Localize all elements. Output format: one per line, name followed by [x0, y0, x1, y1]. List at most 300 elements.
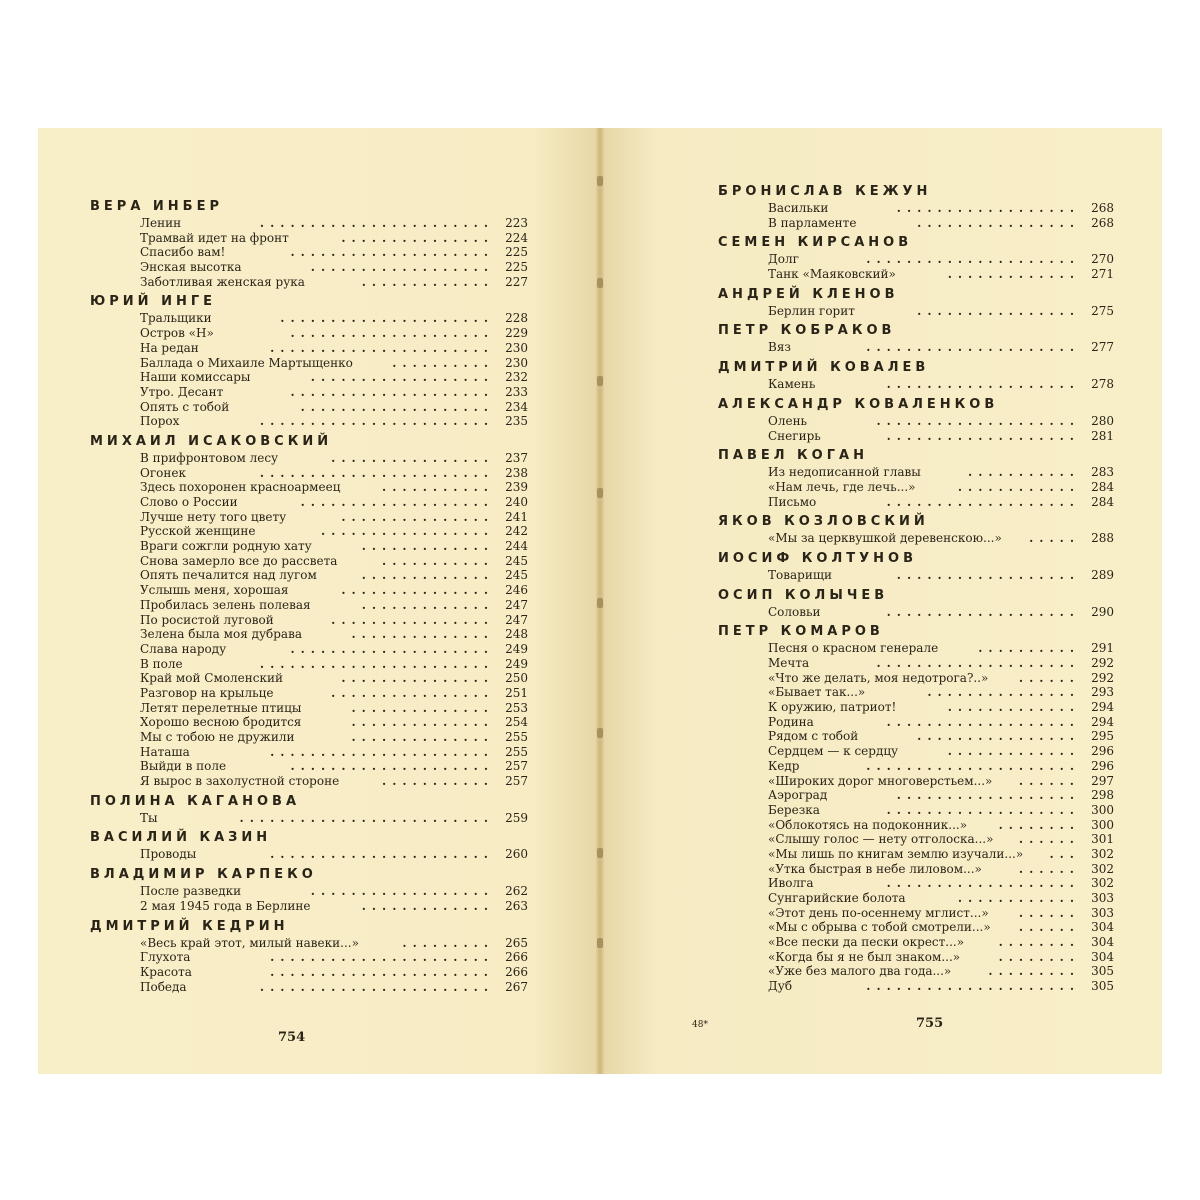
entry-page-number: 249 [505, 641, 528, 656]
entry-list [718, 605, 1114, 620]
entry-list [718, 641, 1114, 994]
toc-section [90, 433, 528, 789]
toc-entry [140, 847, 528, 862]
entry-page-number: 280 [1091, 413, 1114, 428]
toc-entry [140, 980, 528, 995]
entry-list [718, 340, 1114, 355]
entry-list [90, 216, 528, 289]
entry-page-number: 241 [505, 509, 528, 524]
toc-entry [140, 936, 528, 951]
dot-leader: ...... [1018, 920, 1080, 935]
dot-leader: ...... [1018, 773, 1080, 788]
entry-title: Долг [768, 252, 799, 267]
toc-entry [768, 377, 1114, 392]
entry-page-number: 254 [505, 715, 528, 730]
dot-leader: ............. [361, 597, 494, 612]
entry-title: Баллада о Михаиле Мартыщенко [140, 355, 353, 370]
dot-leader: ............. [361, 274, 494, 289]
entry-list [718, 201, 1114, 230]
toc-entry [140, 495, 528, 510]
toc-entry [768, 818, 1114, 833]
dot-leader: ................ [917, 303, 1080, 318]
entry-title: «Мы с обрыва с тобой смотрели...» [768, 920, 991, 935]
toc-entry [768, 267, 1114, 282]
entry-title: Кедр [768, 758, 800, 773]
entry-page-number: 305 [1091, 964, 1114, 979]
stitch-mark [597, 598, 603, 608]
entry-title: Опять печалится над лугом [140, 568, 317, 583]
entry-title: Русской женщине [140, 524, 256, 539]
entry-list [718, 465, 1114, 509]
author-heading: ПЕТР КОМАРОВ [718, 624, 884, 640]
entry-title: Победа [140, 979, 187, 994]
toc-entry [768, 729, 1114, 744]
entry-page-number: 237 [505, 450, 528, 465]
toc-entry [140, 326, 528, 341]
toc-section [90, 293, 528, 429]
entry-list [718, 377, 1114, 392]
dot-leader: ................... [886, 604, 1080, 619]
dot-leader: ....................... [259, 656, 494, 671]
author-heading: ЯКОВ КОЗЛОВСКИЙ [718, 514, 929, 530]
entry-title: «Утка быстрая в небе лиловом...» [768, 861, 982, 876]
dot-leader: ... [1049, 846, 1080, 861]
dot-leader: ................... [300, 495, 494, 509]
book-spread [38, 128, 1162, 1074]
entry-list [90, 451, 528, 789]
toc-entry [768, 700, 1114, 715]
dot-leader: ..................... [866, 252, 1080, 267]
dot-leader: .......... [392, 355, 494, 370]
toc-entry [768, 671, 1114, 686]
right-folio: 755 [916, 1016, 944, 1031]
entry-title: «Когда бы я не был знаком...» [768, 949, 961, 964]
toc-entry [768, 656, 1114, 671]
entry-title: «Мы за церквушкой деревенскою...» [768, 531, 1002, 546]
entry-page-number: 232 [505, 370, 528, 385]
entry-title: Аэроград [768, 788, 828, 803]
toc-entry [768, 304, 1114, 319]
entry-page-number: 233 [505, 384, 528, 399]
entry-title: Услышь меня, хорошая [140, 583, 289, 598]
dot-leader: ........... [382, 553, 494, 568]
dot-leader: ....................... [259, 216, 494, 230]
entry-title: Мечта [768, 656, 810, 670]
dot-leader: ................... [300, 399, 494, 414]
dot-leader: ................... [886, 377, 1080, 392]
toc-entry [768, 568, 1114, 583]
dot-leader: ......... [988, 964, 1080, 979]
entry-page-number: 278 [1091, 377, 1114, 392]
entry-page-number: 304 [1091, 949, 1114, 964]
toc-section [90, 793, 528, 826]
entry-page-number: 230 [505, 340, 528, 355]
entry-page-number: 288 [1091, 531, 1114, 546]
stitch-mark [597, 176, 603, 186]
entry-title: Здесь похоронен красноармеец [140, 480, 341, 495]
dot-leader: .............. [351, 627, 494, 642]
entry-page-number: 225 [505, 260, 528, 275]
entry-page-number: 292 [1091, 670, 1114, 685]
stitch-mark [597, 376, 603, 386]
dot-leader: ...................... [270, 744, 494, 759]
entry-list [90, 811, 528, 826]
entry-title: «Бывает так...» [768, 685, 866, 700]
dot-leader: ....................... [259, 414, 494, 429]
dot-leader: .................. [310, 260, 494, 275]
dot-leader: ..................... [866, 758, 1080, 773]
toc-entry [140, 730, 528, 745]
entry-page-number: 289 [1091, 567, 1114, 582]
toc-entry [140, 539, 528, 554]
entry-title: Мы с тобою не дружили [140, 730, 295, 744]
entry-title: Берлин горит [768, 303, 855, 318]
toc-section [718, 550, 1114, 583]
toc-section [90, 866, 528, 913]
toc-entry [140, 341, 528, 356]
author-heading: ОСИП КОЛЫЧЕВ [718, 587, 889, 603]
dot-leader: ................... [886, 876, 1080, 891]
entry-title: Сердцем — к сердцу [768, 744, 899, 759]
entry-title: «Слышу голос — нету отголоска...» [768, 832, 994, 847]
entry-list [718, 568, 1114, 583]
author-heading: МИХАИЛ ИСАКОВСКИЙ [90, 433, 333, 449]
entry-page-number: 300 [1091, 802, 1114, 817]
dot-leader: ...... [1018, 670, 1080, 685]
dot-leader: ................... [886, 428, 1080, 443]
toc-entry [768, 252, 1114, 267]
toc-section [718, 513, 1114, 546]
toc-entry [768, 876, 1114, 891]
stitch-mark [597, 728, 603, 738]
entry-title: «Все пески да пески окрест...» [768, 935, 965, 950]
right-page [600, 128, 1162, 1074]
dot-leader: ................ [331, 685, 494, 700]
toc-entry [140, 583, 528, 598]
entry-page-number: 257 [505, 774, 528, 789]
entry-page-number: 259 [505, 810, 528, 825]
entry-page-number: 251 [505, 685, 528, 700]
dot-leader: ........ [998, 817, 1080, 832]
dot-leader: ............. [361, 539, 494, 554]
dot-leader: .................... [876, 656, 1080, 670]
entry-title: В парламенте [768, 215, 857, 230]
entry-page-number: 291 [1091, 641, 1114, 656]
entry-page-number: 247 [505, 612, 528, 627]
entry-page-number: 296 [1091, 744, 1114, 759]
dot-leader: .................... [290, 641, 494, 656]
entry-title: Трамвай идет на фронт [140, 230, 289, 245]
entry-page-number: 234 [505, 399, 528, 414]
author-heading: ПОЛИНА КАГАНОВА [90, 793, 301, 809]
entry-title: Товарищи [768, 567, 832, 582]
dot-leader: ...................... [270, 950, 494, 965]
entry-page-number: 281 [1091, 428, 1114, 443]
toc-entry [140, 671, 528, 686]
dot-leader: ................ [917, 729, 1080, 744]
entry-page-number: 294 [1091, 714, 1114, 729]
entry-page-number: 277 [1091, 340, 1114, 355]
toc-entry [140, 701, 528, 716]
toc-entry [768, 935, 1114, 950]
entry-page-number: 245 [505, 568, 528, 583]
toc-entry [140, 260, 528, 275]
dot-leader: ................... [886, 494, 1080, 509]
entry-page-number: 295 [1091, 729, 1114, 744]
toc-entry [140, 642, 528, 657]
entry-list [718, 531, 1114, 546]
entry-title: Хорошо весною бродится [140, 715, 302, 730]
toc-entry [768, 495, 1114, 510]
dot-leader: ........ [998, 949, 1080, 964]
entry-title: В поле [140, 656, 183, 671]
entry-title: Летят перелетные птицы [140, 700, 302, 715]
dot-leader: ......... [402, 935, 494, 950]
entry-page-number: 250 [505, 671, 528, 686]
left-folio: 754 [278, 1030, 306, 1045]
toc-section [718, 396, 1114, 443]
toc-entry [768, 920, 1114, 935]
entry-page-number: 275 [1091, 303, 1114, 318]
entry-list [718, 304, 1114, 319]
toc-entry [768, 414, 1114, 429]
entry-title: Иволга [768, 876, 814, 891]
toc-section [718, 234, 1114, 281]
entry-title: Олень [768, 413, 808, 428]
entry-page-number: 305 [1091, 979, 1114, 994]
toc-entry [140, 884, 528, 899]
dot-leader: ................ [331, 612, 494, 627]
toc-entry [768, 216, 1114, 231]
entry-title: Вяз [768, 340, 791, 355]
toc-entry [140, 216, 528, 231]
entry-title: «Широких дорог многоверстьем...» [768, 773, 993, 788]
entry-page-number: 290 [1091, 604, 1114, 619]
author-heading: АНДРЕЙ КЛЕНОВ [718, 286, 899, 302]
entry-list [718, 414, 1114, 443]
toc-entry [768, 744, 1114, 759]
dot-leader: .................... [876, 413, 1080, 428]
toc-section [718, 623, 1114, 994]
toc-entry [140, 759, 528, 774]
toc-entry [140, 686, 528, 701]
dot-leader: ............... [341, 230, 494, 245]
entry-page-number: 239 [505, 480, 528, 495]
entry-list [90, 884, 528, 913]
dot-leader: ............ [957, 891, 1080, 905]
toc-entry [140, 510, 528, 525]
entry-page-number: 238 [505, 465, 528, 480]
author-heading: ИОСИФ КОЛТУНОВ [718, 550, 917, 566]
entry-title: Слава народу [140, 641, 227, 656]
entry-page-number: 257 [505, 759, 528, 774]
dot-leader: .................. [896, 201, 1080, 215]
toc-entry [140, 657, 528, 672]
entry-list [90, 936, 528, 995]
toc-entry [768, 201, 1114, 216]
entry-page-number: 245 [505, 553, 528, 568]
toc-entry [140, 598, 528, 613]
author-heading: ПЕТР КОБРАКОВ [718, 323, 896, 339]
entry-title: «Нам лечь, где лечь...» [768, 479, 916, 494]
entry-page-number: 229 [505, 326, 528, 341]
toc-section [90, 918, 528, 995]
entry-title: Враги сожгли родную хату [140, 539, 312, 554]
entry-title: Заботливая женская рука [140, 274, 305, 289]
entry-page-number: 240 [505, 495, 528, 509]
entry-page-number: 292 [1091, 656, 1114, 670]
entry-list [718, 252, 1114, 281]
dot-leader: ................ [331, 450, 494, 465]
dot-leader: ..................... [280, 311, 494, 326]
dot-leader: .................... [290, 759, 494, 774]
entry-page-number: 283 [1091, 465, 1114, 480]
entry-title: После разведки [140, 884, 242, 899]
toc-entry [140, 965, 528, 980]
toc-section [718, 447, 1114, 509]
author-heading: ДМИТРИЙ КОВАЛЕВ [718, 360, 930, 376]
toc-section [718, 587, 1114, 620]
dot-leader: ........... [382, 480, 494, 495]
toc-entry [140, 554, 528, 569]
entry-page-number: 300 [1091, 817, 1114, 832]
dot-leader: ........... [968, 465, 1080, 480]
entry-title: Снегирь [768, 428, 821, 443]
toc-entry [768, 685, 1114, 700]
right-toc [718, 183, 1114, 998]
toc-entry [140, 627, 528, 642]
toc-entry [140, 414, 528, 429]
entry-page-number: 302 [1091, 846, 1114, 861]
entry-page-number: 268 [1091, 215, 1114, 230]
dot-leader: ..... [1029, 531, 1080, 546]
toc-section [718, 286, 1114, 319]
entry-page-number: 270 [1091, 252, 1114, 267]
toc-entry [768, 891, 1114, 906]
stitch-mark [597, 938, 603, 948]
toc-entry [140, 774, 528, 789]
dot-leader: ..................... [866, 979, 1080, 994]
dot-leader: ............... [341, 671, 494, 686]
toc-entry [768, 774, 1114, 789]
entry-page-number: 303 [1091, 891, 1114, 905]
entry-title: Васильки [768, 201, 829, 215]
dot-leader: ....................... [259, 979, 494, 994]
entry-page-number: 301 [1091, 832, 1114, 847]
toc-entry [140, 715, 528, 730]
dot-leader: .................. [310, 370, 494, 385]
toc-entry [768, 832, 1114, 847]
entry-title: Наши комиссары [140, 370, 251, 385]
toc-entry [768, 803, 1114, 818]
toc-entry [140, 311, 528, 326]
toc-entry [140, 356, 528, 371]
toc-section [718, 322, 1114, 355]
toc-entry [140, 524, 528, 539]
entry-page-number: 260 [505, 847, 528, 862]
dot-leader: ............. [361, 568, 494, 583]
dot-leader: ............ [957, 479, 1080, 494]
left-page [38, 128, 600, 1074]
toc-entry [140, 275, 528, 290]
entry-title: Камень [768, 377, 816, 392]
entry-title: Разговор на крыльце [140, 685, 274, 700]
toc-entry [768, 605, 1114, 620]
entry-title: «Облокотясь на подоконник...» [768, 817, 968, 832]
dot-leader: ................. [320, 524, 494, 539]
entry-page-number: 230 [505, 355, 528, 370]
entry-list [90, 847, 528, 862]
toc-entry [140, 466, 528, 481]
entry-title: Край мой Смоленский [140, 671, 283, 686]
entry-title: Песня о красном генерале [768, 641, 939, 656]
entry-title: «Весь край этот, милый навеки...» [140, 935, 359, 950]
entry-title: «Мы лишь по книгам землю изучали...» [768, 846, 1024, 861]
entry-page-number: 263 [505, 898, 528, 913]
entry-title: «Что же делать, моя недотрога?..» [768, 670, 989, 685]
toc-entry [140, 400, 528, 415]
dot-leader: .................... [290, 245, 494, 260]
entry-page-number: 255 [505, 744, 528, 759]
entry-title: «Уже без малого два года...» [768, 964, 952, 979]
toc-entry [140, 231, 528, 246]
entry-page-number: 244 [505, 539, 528, 554]
entry-page-number: 246 [505, 583, 528, 598]
entry-page-number: 225 [505, 245, 528, 260]
entry-title: Энская высотка [140, 260, 242, 275]
entry-title: Наташа [140, 744, 190, 759]
toc-entry [140, 745, 528, 760]
toc-entry [140, 480, 528, 495]
entry-title: Соловьи [768, 604, 821, 619]
entry-title: Березка [768, 802, 820, 817]
dot-leader: ...... [1018, 861, 1080, 876]
entry-page-number: 247 [505, 597, 528, 612]
author-heading: ПАВЕЛ КОГАН [718, 448, 868, 464]
entry-page-number: 304 [1091, 920, 1114, 935]
dot-leader: ...... [1018, 905, 1080, 920]
dot-leader: .............. [351, 700, 494, 715]
entry-title: Утро. Десант [140, 384, 224, 399]
toc-entry [140, 950, 528, 965]
entry-page-number: 284 [1091, 494, 1114, 509]
entry-page-number: 227 [505, 274, 528, 289]
entry-title: Выйди в поле [140, 759, 227, 774]
entry-page-number: 255 [505, 730, 528, 744]
dot-leader: ........ [998, 935, 1080, 950]
toc-entry [140, 451, 528, 466]
entry-page-number: 267 [505, 979, 528, 994]
entry-page-number: 268 [1091, 201, 1114, 215]
dot-leader: ............... [341, 509, 494, 524]
entry-title: Рядом с тобой [768, 729, 859, 744]
entry-page-number: 298 [1091, 788, 1114, 803]
toc-entry [140, 370, 528, 385]
dot-leader: ........... [382, 774, 494, 789]
entry-title: «Этот день по-осеннему мглист...» [768, 905, 989, 920]
entry-page-number: 302 [1091, 861, 1114, 876]
entry-page-number: 224 [505, 230, 528, 245]
entry-title: Огонек [140, 465, 186, 480]
dot-leader: ............. [947, 700, 1080, 715]
entry-title: Сунгарийские болота [768, 891, 906, 905]
entry-page-number: 235 [505, 414, 528, 429]
dot-leader: .................. [310, 884, 494, 899]
dot-leader: .................... [290, 384, 494, 399]
entry-title: Проводы [140, 847, 197, 862]
toc-section [718, 359, 1114, 392]
entry-page-number: 294 [1091, 700, 1114, 715]
